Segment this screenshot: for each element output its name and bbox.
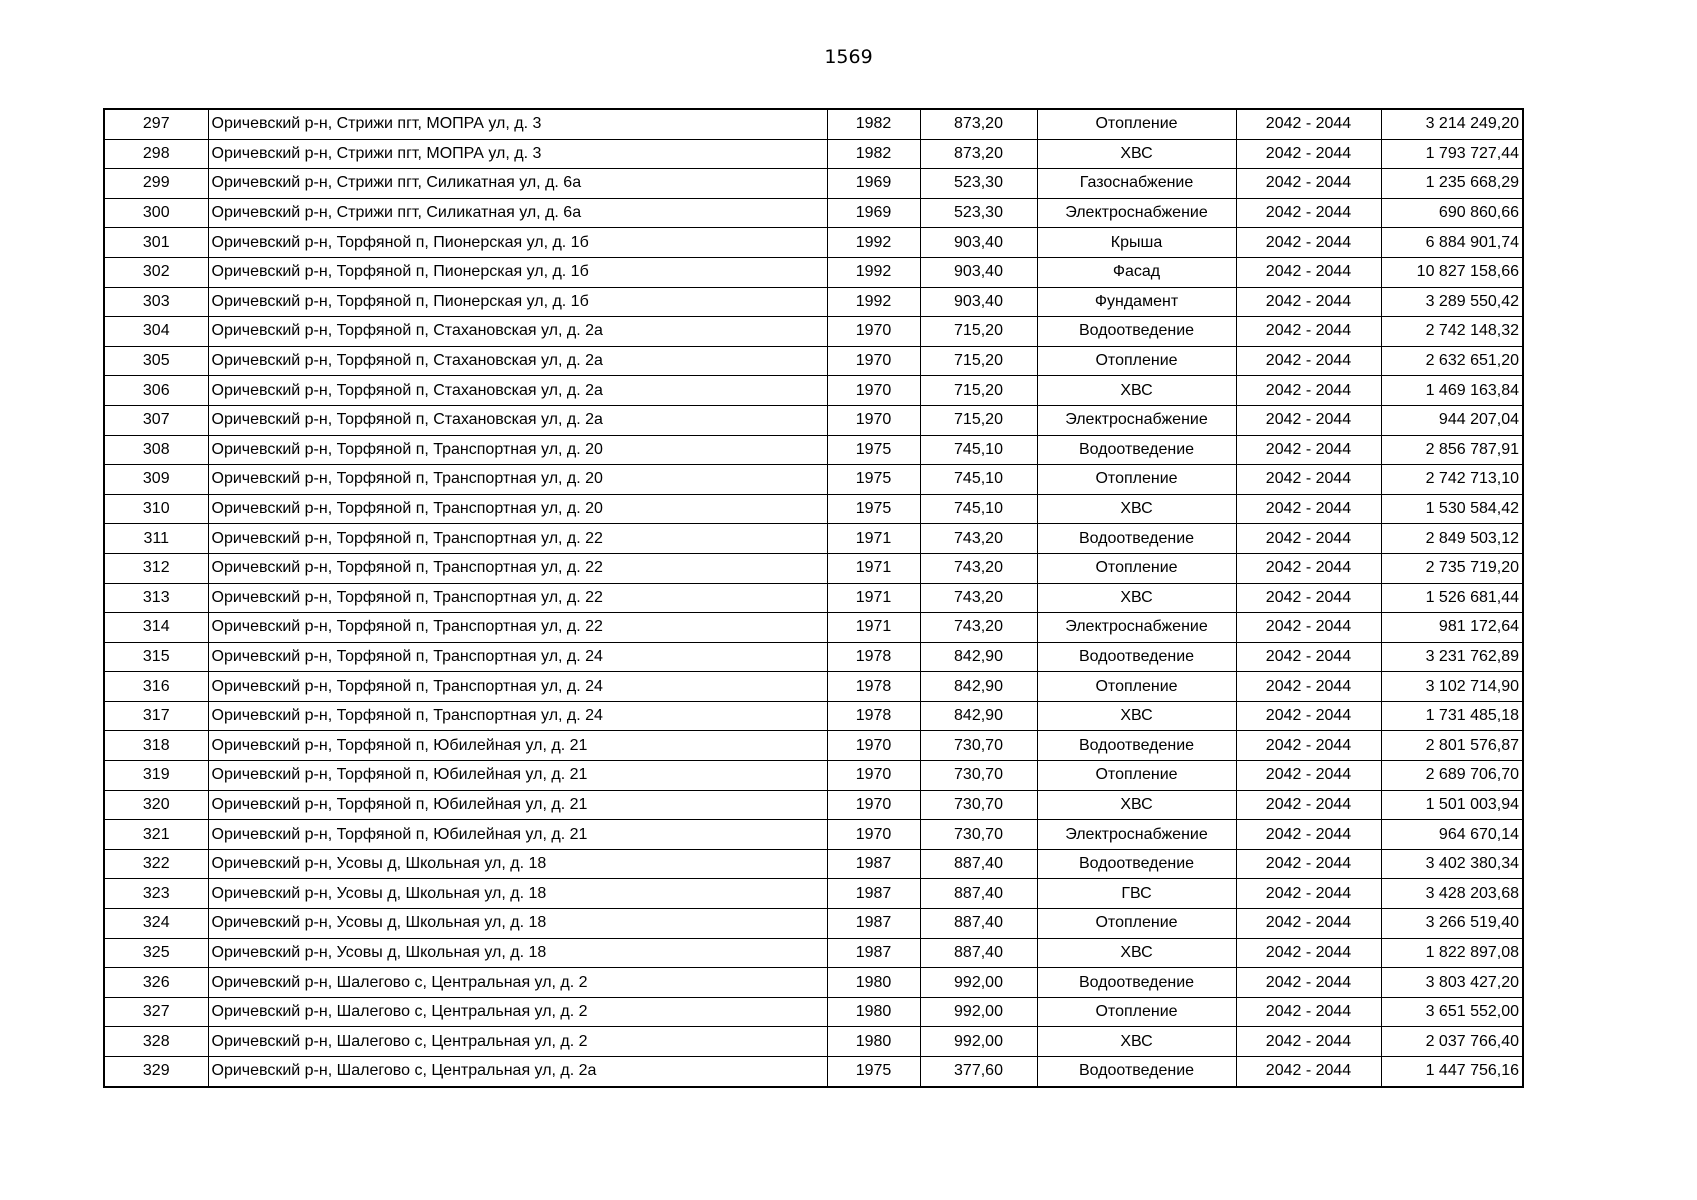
row-number-cell: 315 [104, 642, 208, 672]
row-number-cell: 302 [104, 257, 208, 287]
period-cell: 2042 - 2044 [1236, 228, 1381, 258]
address-cell: Оричевский р-н, Усовы д, Школьная ул, д. 18 [208, 849, 827, 879]
table-row [104, 879, 1523, 909]
row-number-cell: 327 [104, 997, 208, 1027]
cost-cell: 3 102 714,90 [1381, 672, 1523, 702]
work-type-cell: ХВС [1037, 790, 1236, 820]
cost-cell: 2 689 706,70 [1381, 761, 1523, 791]
cost-cell: 1 469 163,84 [1381, 376, 1523, 406]
work-type-cell: ГВС [1037, 879, 1236, 909]
area-cell: 523,30 [920, 198, 1037, 228]
address-cell: Оричевский р-н, Шалегово с, Центральная ул, д. 2 [208, 1027, 827, 1057]
address-cell: Оричевский р-н, Торфяной п, Стахановская ул, д. 2а [208, 405, 827, 435]
row-number-cell: 308 [104, 435, 208, 465]
work-type-cell: Отопление [1037, 909, 1236, 939]
address-cell: Оричевский р-н, Торфяной п, Транспортная ул, д. 22 [208, 553, 827, 583]
row-number-cell: 323 [104, 879, 208, 909]
year-built-cell: 1992 [827, 287, 920, 317]
cost-cell: 2 856 787,91 [1381, 435, 1523, 465]
cost-cell: 3 214 249,20 [1381, 109, 1523, 139]
address-cell: Оричевский р-н, Торфяной п, Транспортная ул, д. 22 [208, 583, 827, 613]
year-built-cell: 1969 [827, 198, 920, 228]
work-type-cell: ХВС [1037, 938, 1236, 968]
page-number: 1569 [824, 46, 873, 68]
address-cell: Оричевский р-н, Шалегово с, Центральная ул, д. 2а [208, 1057, 827, 1087]
cost-cell: 3 402 380,34 [1381, 849, 1523, 879]
work-type-cell: Отопление [1037, 109, 1236, 139]
row-number-cell: 303 [104, 287, 208, 317]
year-built-cell: 1987 [827, 879, 920, 909]
table-body [104, 109, 1523, 1087]
table-row [104, 287, 1523, 317]
table-row [104, 228, 1523, 258]
year-built-cell: 1971 [827, 613, 920, 643]
period-cell: 2042 - 2044 [1236, 701, 1381, 731]
area-cell: 730,70 [920, 761, 1037, 791]
row-number-cell: 329 [104, 1057, 208, 1087]
address-cell: Оричевский р-н, Усовы д, Школьная ул, д. 18 [208, 909, 827, 939]
row-number-cell: 320 [104, 790, 208, 820]
table-row [104, 317, 1523, 347]
work-type-cell: ХВС [1037, 139, 1236, 169]
work-type-cell: Водоотведение [1037, 849, 1236, 879]
cost-cell: 3 231 762,89 [1381, 642, 1523, 672]
cost-cell: 6 884 901,74 [1381, 228, 1523, 258]
area-cell: 842,90 [920, 642, 1037, 672]
year-built-cell: 1975 [827, 1057, 920, 1087]
table-row [104, 376, 1523, 406]
cost-cell: 690 860,66 [1381, 198, 1523, 228]
work-type-cell: ХВС [1037, 494, 1236, 524]
area-cell: 992,00 [920, 1027, 1037, 1057]
area-cell: 745,10 [920, 494, 1037, 524]
period-cell: 2042 - 2044 [1236, 435, 1381, 465]
period-cell: 2042 - 2044 [1236, 553, 1381, 583]
year-built-cell: 1978 [827, 701, 920, 731]
table-row [104, 405, 1523, 435]
area-cell: 715,20 [920, 405, 1037, 435]
work-type-cell: Электроснабжение [1037, 198, 1236, 228]
cost-cell: 3 428 203,68 [1381, 879, 1523, 909]
work-type-cell: Фундамент [1037, 287, 1236, 317]
table-row [104, 701, 1523, 731]
period-cell: 2042 - 2044 [1236, 820, 1381, 850]
area-cell: 745,10 [920, 435, 1037, 465]
year-built-cell: 1992 [827, 257, 920, 287]
period-cell: 2042 - 2044 [1236, 731, 1381, 761]
cost-cell: 2 801 576,87 [1381, 731, 1523, 761]
period-cell: 2042 - 2044 [1236, 405, 1381, 435]
period-cell: 2042 - 2044 [1236, 1057, 1381, 1087]
year-built-cell: 1982 [827, 109, 920, 139]
year-built-cell: 1975 [827, 465, 920, 495]
address-cell: Оричевский р-н, Торфяной п, Стахановская ул, д. 2а [208, 317, 827, 347]
year-built-cell: 1970 [827, 790, 920, 820]
table-row [104, 1027, 1523, 1057]
row-number-cell: 321 [104, 820, 208, 850]
area-cell: 903,40 [920, 257, 1037, 287]
row-number-cell: 300 [104, 198, 208, 228]
work-type-cell: Фасад [1037, 257, 1236, 287]
cost-cell: 964 670,14 [1381, 820, 1523, 850]
work-type-cell: Электроснабжение [1037, 405, 1236, 435]
row-number-cell: 319 [104, 761, 208, 791]
cost-cell: 1 793 727,44 [1381, 139, 1523, 169]
cost-cell: 1 530 584,42 [1381, 494, 1523, 524]
table-row [104, 198, 1523, 228]
row-number-cell: 297 [104, 109, 208, 139]
address-cell: Оричевский р-н, Торфяной п, Юбилейная ул, д. 21 [208, 731, 827, 761]
table-row [104, 583, 1523, 613]
year-built-cell: 1980 [827, 1027, 920, 1057]
area-cell: 730,70 [920, 820, 1037, 850]
period-cell: 2042 - 2044 [1236, 169, 1381, 199]
table-row [104, 435, 1523, 465]
period-cell: 2042 - 2044 [1236, 139, 1381, 169]
work-type-cell: Водоотведение [1037, 968, 1236, 998]
area-cell: 743,20 [920, 613, 1037, 643]
work-type-cell: Водоотведение [1037, 642, 1236, 672]
period-cell: 2042 - 2044 [1236, 287, 1381, 317]
address-cell: Оричевский р-н, Торфяной п, Транспортная ул, д. 22 [208, 524, 827, 554]
cost-cell: 2 735 719,20 [1381, 553, 1523, 583]
table-row [104, 465, 1523, 495]
year-built-cell: 1975 [827, 494, 920, 524]
period-cell: 2042 - 2044 [1236, 909, 1381, 939]
period-cell: 2042 - 2044 [1236, 465, 1381, 495]
area-cell: 903,40 [920, 287, 1037, 317]
row-number-cell: 299 [104, 169, 208, 199]
row-number-cell: 322 [104, 849, 208, 879]
area-cell: 887,40 [920, 879, 1037, 909]
row-number-cell: 325 [104, 938, 208, 968]
work-type-cell: Водоотведение [1037, 731, 1236, 761]
cost-cell: 3 803 427,20 [1381, 968, 1523, 998]
area-cell: 743,20 [920, 553, 1037, 583]
cost-cell: 944 207,04 [1381, 405, 1523, 435]
work-type-cell: ХВС [1037, 376, 1236, 406]
address-cell: Оричевский р-н, Торфяной п, Транспортная ул, д. 24 [208, 672, 827, 702]
area-cell: 887,40 [920, 849, 1037, 879]
row-number-cell: 328 [104, 1027, 208, 1057]
area-cell: 715,20 [920, 346, 1037, 376]
address-cell: Оричевский р-н, Торфяной п, Транспортная ул, д. 24 [208, 701, 827, 731]
period-cell: 2042 - 2044 [1236, 761, 1381, 791]
repair-schedule-table [103, 108, 1524, 1088]
cost-cell: 3 289 550,42 [1381, 287, 1523, 317]
address-cell: Оричевский р-н, Торфяной п, Транспортная ул, д. 20 [208, 465, 827, 495]
row-number-cell: 326 [104, 968, 208, 998]
table-row [104, 524, 1523, 554]
cost-cell: 1 526 681,44 [1381, 583, 1523, 613]
address-cell: Оричевский р-н, Стрижи пгт, МОПРА ул, д. 3 [208, 109, 827, 139]
row-number-cell: 324 [104, 909, 208, 939]
year-built-cell: 1969 [827, 169, 920, 199]
area-cell: 873,20 [920, 109, 1037, 139]
table-row [104, 169, 1523, 199]
area-cell: 842,90 [920, 701, 1037, 731]
cost-cell: 2 632 651,20 [1381, 346, 1523, 376]
year-built-cell: 1982 [827, 139, 920, 169]
area-cell: 715,20 [920, 376, 1037, 406]
row-number-cell: 317 [104, 701, 208, 731]
year-built-cell: 1987 [827, 938, 920, 968]
row-number-cell: 306 [104, 376, 208, 406]
period-cell: 2042 - 2044 [1236, 790, 1381, 820]
area-cell: 523,30 [920, 169, 1037, 199]
year-built-cell: 1970 [827, 376, 920, 406]
area-cell: 730,70 [920, 731, 1037, 761]
cost-cell: 2 037 766,40 [1381, 1027, 1523, 1057]
area-cell: 873,20 [920, 139, 1037, 169]
work-type-cell: Отопление [1037, 761, 1236, 791]
table-row [104, 849, 1523, 879]
area-cell: 842,90 [920, 672, 1037, 702]
table-row [104, 672, 1523, 702]
row-number-cell: 307 [104, 405, 208, 435]
year-built-cell: 1987 [827, 909, 920, 939]
address-cell: Оричевский р-н, Торфяной п, Транспортная ул, д. 22 [208, 613, 827, 643]
year-built-cell: 1975 [827, 435, 920, 465]
row-number-cell: 298 [104, 139, 208, 169]
year-built-cell: 1970 [827, 405, 920, 435]
address-cell: Оричевский р-н, Усовы д, Школьная ул, д. 18 [208, 879, 827, 909]
row-number-cell: 312 [104, 553, 208, 583]
row-number-cell: 301 [104, 228, 208, 258]
area-cell: 745,10 [920, 465, 1037, 495]
cost-cell: 2 849 503,12 [1381, 524, 1523, 554]
address-cell: Оричевский р-н, Стрижи пгт, Силикатная ул, д. 6а [208, 169, 827, 199]
work-type-cell: Водоотведение [1037, 317, 1236, 347]
cost-cell: 2 742 148,32 [1381, 317, 1523, 347]
period-cell: 2042 - 2044 [1236, 317, 1381, 347]
area-cell: 887,40 [920, 938, 1037, 968]
address-cell: Оричевский р-н, Шалегово с, Центральная ул, д. 2 [208, 968, 827, 998]
address-cell: Оричевский р-н, Торфяной п, Пионерская ул, д. 1б [208, 257, 827, 287]
table-row [104, 790, 1523, 820]
work-type-cell: Отопление [1037, 346, 1236, 376]
row-number-cell: 304 [104, 317, 208, 347]
area-cell: 730,70 [920, 790, 1037, 820]
address-cell: Оричевский р-н, Торфяной п, Юбилейная ул, д. 21 [208, 761, 827, 791]
row-number-cell: 318 [104, 731, 208, 761]
table-row [104, 997, 1523, 1027]
period-cell: 2042 - 2044 [1236, 672, 1381, 702]
year-built-cell: 1971 [827, 553, 920, 583]
cost-cell: 1 822 897,08 [1381, 938, 1523, 968]
address-cell: Оричевский р-н, Торфяной п, Транспортная ул, д. 24 [208, 642, 827, 672]
address-cell: Оричевский р-н, Торфяной п, Стахановская ул, д. 2а [208, 376, 827, 406]
row-number-cell: 313 [104, 583, 208, 613]
work-type-cell: Отопление [1037, 553, 1236, 583]
table-row [104, 109, 1523, 139]
table-row [104, 494, 1523, 524]
cost-cell: 3 651 552,00 [1381, 997, 1523, 1027]
year-built-cell: 1978 [827, 642, 920, 672]
area-cell: 992,00 [920, 997, 1037, 1027]
cost-cell: 1 447 756,16 [1381, 1057, 1523, 1087]
address-cell: Оричевский р-н, Торфяной п, Юбилейная ул, д. 21 [208, 820, 827, 850]
period-cell: 2042 - 2044 [1236, 198, 1381, 228]
address-cell: Оричевский р-н, Торфяной п, Стахановская ул, д. 2а [208, 346, 827, 376]
work-type-cell: ХВС [1037, 583, 1236, 613]
year-built-cell: 1971 [827, 583, 920, 613]
address-cell: Оричевский р-н, Стрижи пгт, МОПРА ул, д. 3 [208, 139, 827, 169]
area-cell: 715,20 [920, 317, 1037, 347]
address-cell: Оричевский р-н, Торфяной п, Транспортная ул, д. 20 [208, 435, 827, 465]
period-cell: 2042 - 2044 [1236, 1027, 1381, 1057]
row-number-cell: 314 [104, 613, 208, 643]
year-built-cell: 1980 [827, 968, 920, 998]
address-cell: Оричевский р-н, Торфяной п, Транспортная ул, д. 20 [208, 494, 827, 524]
period-cell: 2042 - 2044 [1236, 583, 1381, 613]
year-built-cell: 1978 [827, 672, 920, 702]
table-row [104, 909, 1523, 939]
period-cell: 2042 - 2044 [1236, 346, 1381, 376]
period-cell: 2042 - 2044 [1236, 997, 1381, 1027]
row-number-cell: 309 [104, 465, 208, 495]
period-cell: 2042 - 2044 [1236, 849, 1381, 879]
period-cell: 2042 - 2044 [1236, 613, 1381, 643]
table-row [104, 346, 1523, 376]
period-cell: 2042 - 2044 [1236, 494, 1381, 524]
cost-cell: 3 266 519,40 [1381, 909, 1523, 939]
year-built-cell: 1971 [827, 524, 920, 554]
table-row [104, 257, 1523, 287]
address-cell: Оричевский р-н, Торфяной п, Юбилейная ул, д. 21 [208, 790, 827, 820]
year-built-cell: 1992 [827, 228, 920, 258]
work-type-cell: Отопление [1037, 672, 1236, 702]
row-number-cell: 305 [104, 346, 208, 376]
work-type-cell: ХВС [1037, 1027, 1236, 1057]
area-cell: 887,40 [920, 909, 1037, 939]
address-cell: Оричевский р-н, Торфяной п, Пионерская ул, д. 1б [208, 287, 827, 317]
table-row [104, 553, 1523, 583]
address-cell: Оричевский р-н, Усовы д, Школьная ул, д. 18 [208, 938, 827, 968]
work-type-cell: Отопление [1037, 465, 1236, 495]
row-number-cell: 310 [104, 494, 208, 524]
year-built-cell: 1980 [827, 997, 920, 1027]
area-cell: 743,20 [920, 524, 1037, 554]
work-type-cell: Электроснабжение [1037, 820, 1236, 850]
table-row [104, 820, 1523, 850]
area-cell: 743,20 [920, 583, 1037, 613]
address-cell: Оричевский р-н, Стрижи пгт, Силикатная ул, д. 6а [208, 198, 827, 228]
cost-cell: 1 731 485,18 [1381, 701, 1523, 731]
table-row [104, 938, 1523, 968]
area-cell: 903,40 [920, 228, 1037, 258]
area-cell: 377,60 [920, 1057, 1037, 1087]
year-built-cell: 1970 [827, 761, 920, 791]
cost-cell: 981 172,64 [1381, 613, 1523, 643]
table-row [104, 613, 1523, 643]
period-cell: 2042 - 2044 [1236, 376, 1381, 406]
area-cell: 992,00 [920, 968, 1037, 998]
work-type-cell: Водоотведение [1037, 1057, 1236, 1087]
period-cell: 2042 - 2044 [1236, 524, 1381, 554]
cost-cell: 1 235 668,29 [1381, 169, 1523, 199]
year-built-cell: 1987 [827, 849, 920, 879]
work-type-cell: Крыша [1037, 228, 1236, 258]
work-type-cell: Отопление [1037, 997, 1236, 1027]
period-cell: 2042 - 2044 [1236, 257, 1381, 287]
table-row [104, 731, 1523, 761]
table-row [104, 139, 1523, 169]
period-cell: 2042 - 2044 [1236, 642, 1381, 672]
work-type-cell: Водоотведение [1037, 524, 1236, 554]
period-cell: 2042 - 2044 [1236, 109, 1381, 139]
year-built-cell: 1970 [827, 820, 920, 850]
work-type-cell: Газоснабжение [1037, 169, 1236, 199]
period-cell: 2042 - 2044 [1236, 879, 1381, 909]
table-row [104, 761, 1523, 791]
table-row [104, 642, 1523, 672]
work-type-cell: Водоотведение [1037, 435, 1236, 465]
address-cell: Оричевский р-н, Торфяной п, Пионерская ул, д. 1б [208, 228, 827, 258]
row-number-cell: 316 [104, 672, 208, 702]
cost-cell: 1 501 003,94 [1381, 790, 1523, 820]
address-cell: Оричевский р-н, Шалегово с, Центральная ул, д. 2 [208, 997, 827, 1027]
cost-cell: 2 742 713,10 [1381, 465, 1523, 495]
year-built-cell: 1970 [827, 346, 920, 376]
work-type-cell: ХВС [1037, 701, 1236, 731]
period-cell: 2042 - 2044 [1236, 938, 1381, 968]
cost-cell: 10 827 158,66 [1381, 257, 1523, 287]
row-number-cell: 311 [104, 524, 208, 554]
year-built-cell: 1970 [827, 317, 920, 347]
work-type-cell: Электроснабжение [1037, 613, 1236, 643]
period-cell: 2042 - 2044 [1236, 968, 1381, 998]
table-row [104, 1057, 1523, 1087]
table-row [104, 968, 1523, 998]
year-built-cell: 1970 [827, 731, 920, 761]
